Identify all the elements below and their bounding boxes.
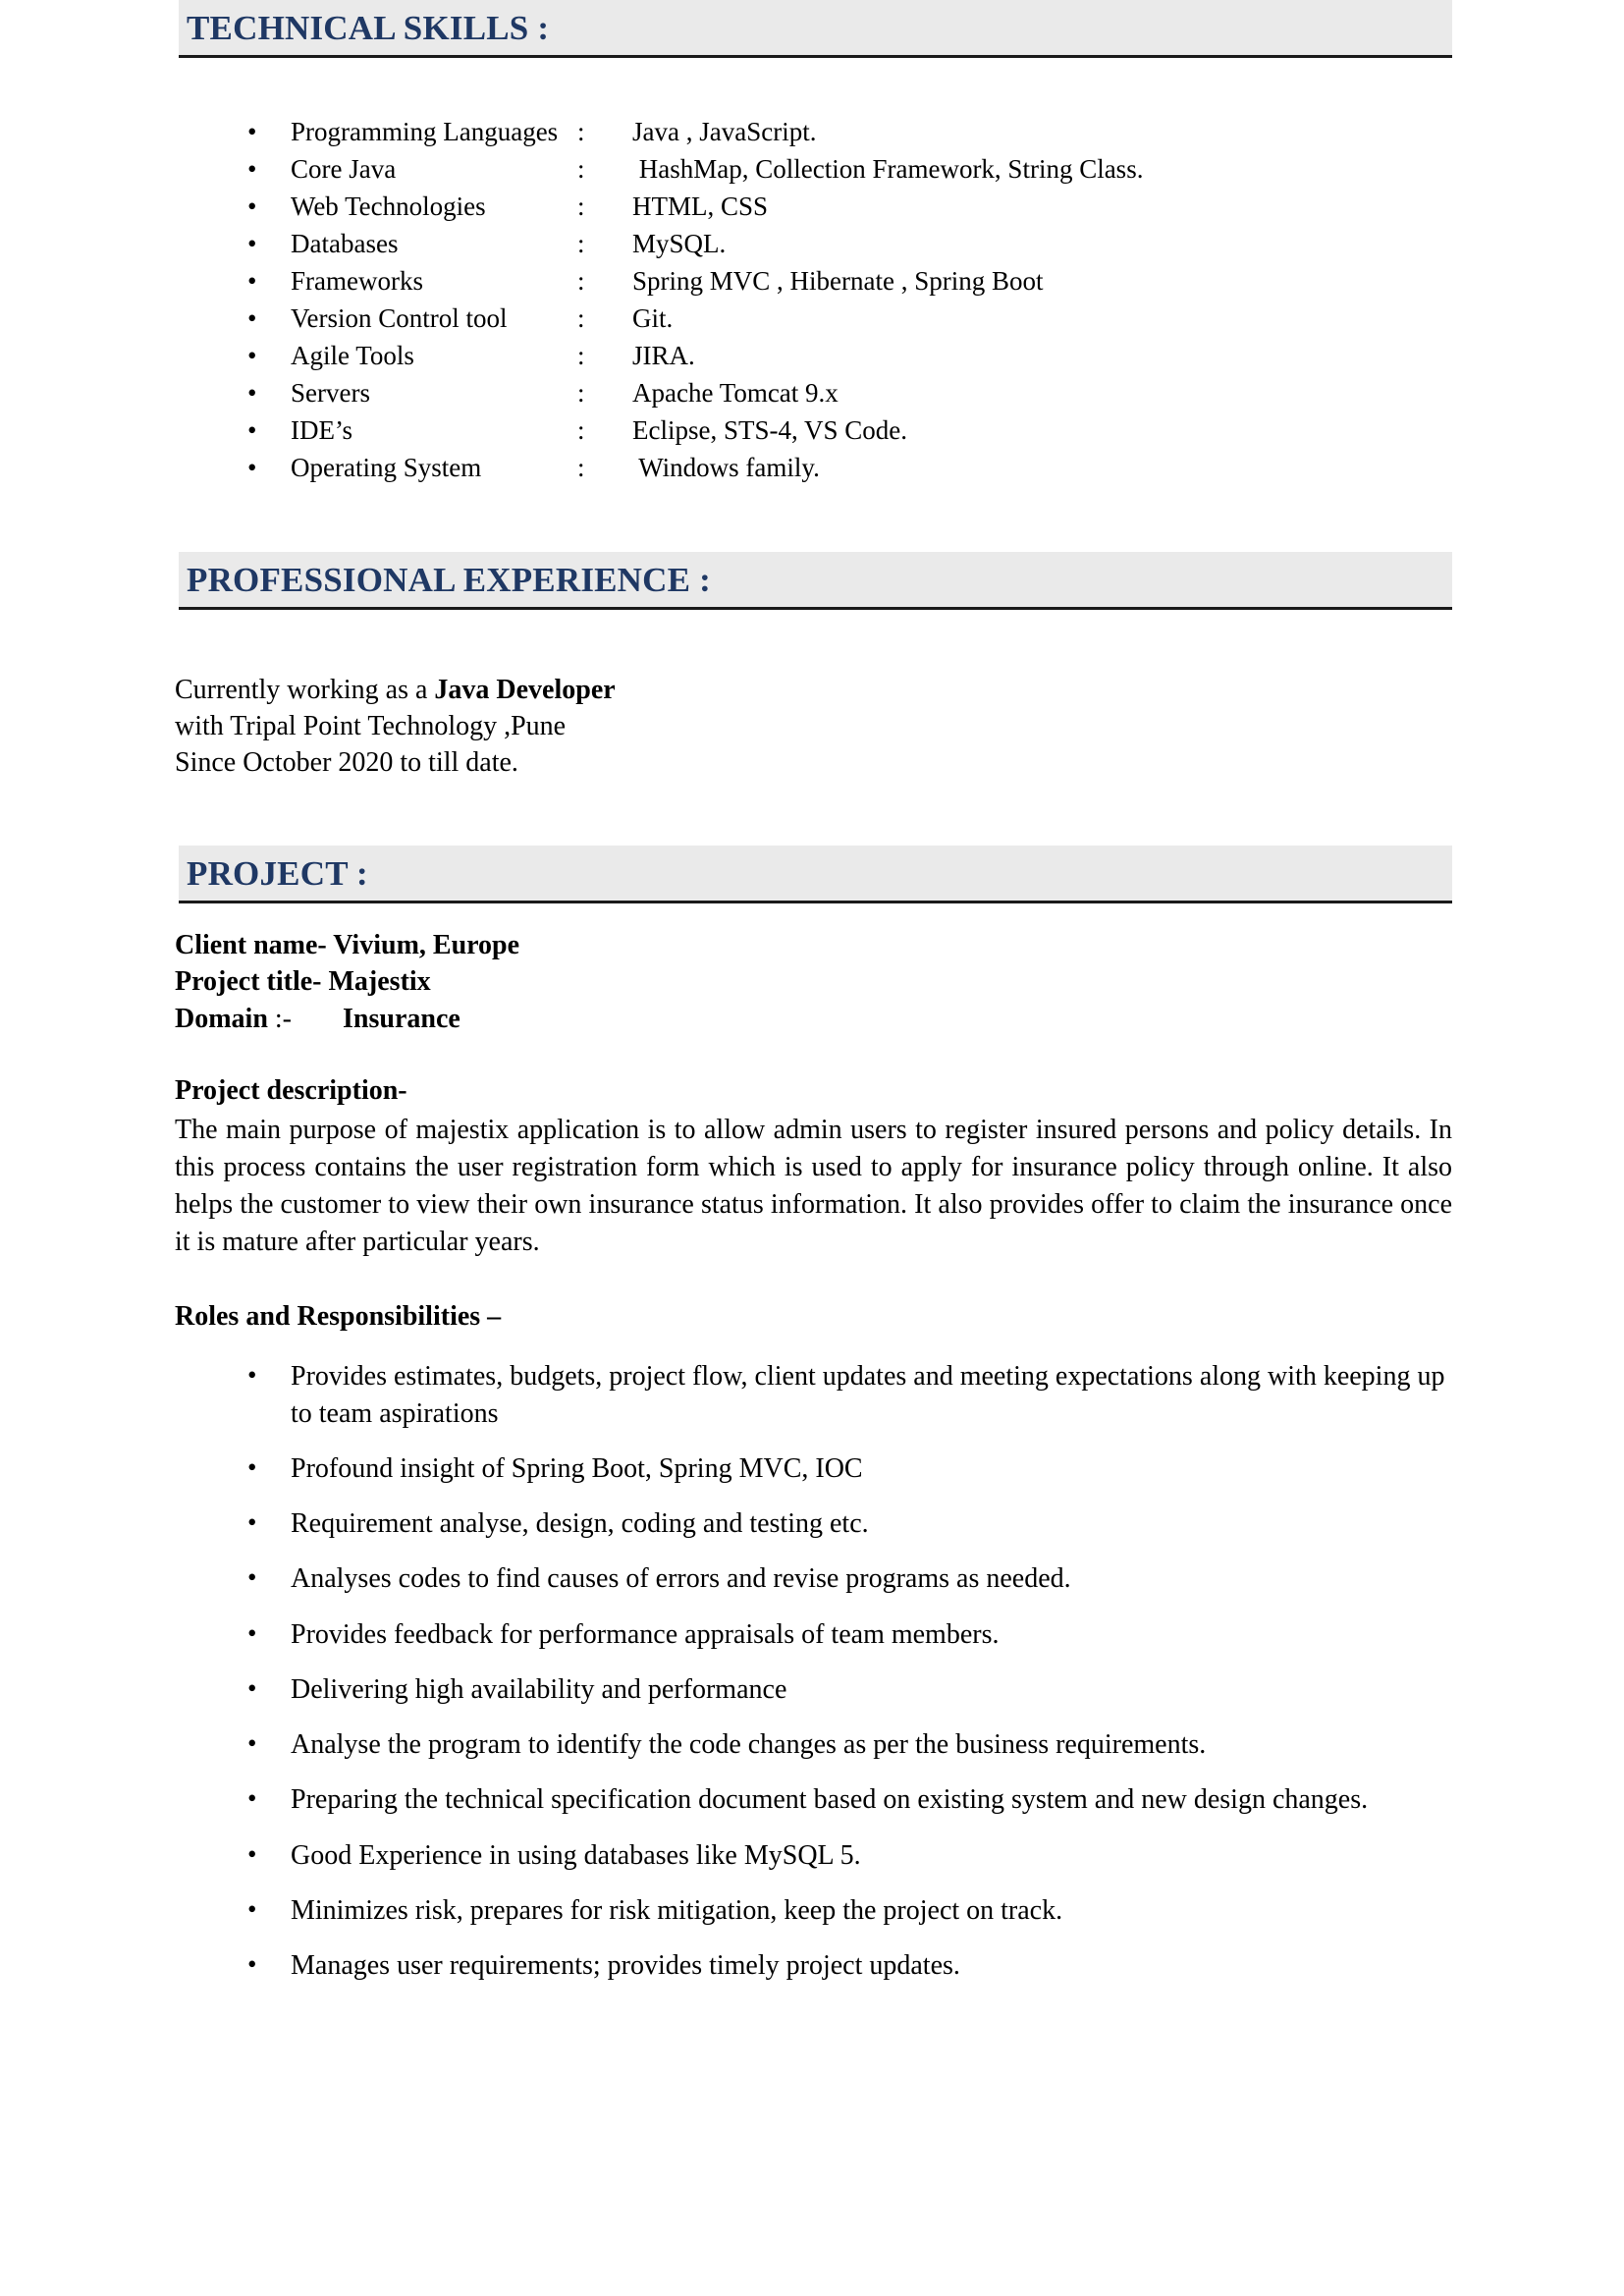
skill-label: Web Technologies bbox=[291, 191, 486, 221]
project-description-heading: Project description- bbox=[175, 1074, 407, 1106]
project-meta bbox=[175, 927, 1452, 1037]
skill-label: Servers bbox=[291, 377, 370, 408]
list-item bbox=[234, 1781, 1452, 1818]
bullet-icon: • bbox=[247, 1672, 257, 1703]
bullet-icon: • bbox=[247, 116, 257, 146]
skill-colon: : bbox=[577, 414, 585, 445]
skill-label: Programming Languages bbox=[291, 116, 559, 146]
list-item bbox=[234, 1726, 1452, 1763]
skill-row bbox=[234, 153, 1452, 184]
list-item-text: Requirement analyse, design, coding and testing etc. bbox=[291, 1508, 869, 1540]
bullet-icon: • bbox=[247, 228, 257, 258]
skill-value: Apache Tomcat 9.x bbox=[632, 377, 839, 408]
experience-duration-line: Since October 2020 to till date. bbox=[175, 746, 518, 778]
skill-colon: : bbox=[577, 228, 585, 258]
bullet-icon: • bbox=[247, 1838, 257, 1869]
professional-experience-body bbox=[175, 673, 1452, 782]
skill-row bbox=[234, 116, 1452, 146]
bullet-icon: • bbox=[247, 153, 257, 184]
skill-value: Git. bbox=[632, 302, 674, 333]
skill-value: HashMap, Collection Framework, String Class. bbox=[632, 153, 1144, 184]
project-domain-line bbox=[175, 1001, 1452, 1037]
bullet-icon: • bbox=[247, 1893, 257, 1924]
section-title-project: PROJECT : bbox=[187, 854, 368, 894]
skill-value: Spring MVC , Hibernate , Spring Boot bbox=[632, 265, 1044, 296]
bullet-icon: • bbox=[247, 1617, 257, 1648]
project-domain-separator: :- bbox=[274, 1003, 293, 1034]
list-item-text: Good Experience in using databases like MySQL 5. bbox=[291, 1839, 861, 1871]
list-item-text: Minimizes risk, prepares for risk mitigation, keep the project on track. bbox=[291, 1894, 1063, 1926]
skill-label: Operating System bbox=[291, 452, 482, 482]
list-item bbox=[234, 1616, 1452, 1653]
list-item bbox=[234, 1671, 1452, 1708]
skill-colon: : bbox=[577, 265, 585, 296]
skill-value: JIRA. bbox=[632, 340, 695, 370]
bullet-icon: • bbox=[247, 1949, 257, 1980]
roles-responsibilities-heading: Roles and Responsibilities – bbox=[175, 1300, 502, 1332]
experience-company-line: with Tripal Point Technology ,Pune bbox=[175, 710, 567, 741]
bullet-icon: • bbox=[247, 377, 257, 408]
project-client-value: Vivium, Europe bbox=[333, 930, 520, 961]
skill-label: Frameworks bbox=[291, 265, 423, 296]
skill-value: MySQL. bbox=[632, 228, 727, 258]
list-item-text: Analyse the program to identify the code changes as per the business requirements. bbox=[291, 1729, 1207, 1761]
experience-role-line bbox=[175, 673, 1452, 709]
skill-row bbox=[234, 340, 1452, 370]
bullet-icon: • bbox=[247, 302, 257, 333]
skill-label: Databases bbox=[291, 228, 399, 258]
bullet-icon: • bbox=[247, 1360, 257, 1391]
project-domain-value: Insurance bbox=[343, 1003, 460, 1034]
skill-colon: : bbox=[577, 116, 585, 146]
bullet-icon: • bbox=[247, 1783, 257, 1814]
list-item-text: Manages user requirements; provides timely project updates. bbox=[291, 1950, 960, 1982]
skill-value: Windows family. bbox=[632, 452, 820, 482]
skill-row bbox=[234, 228, 1452, 258]
project-title-value: Majestix bbox=[328, 966, 431, 998]
bullet-icon: • bbox=[247, 1507, 257, 1538]
section-header-technical-skills bbox=[179, 0, 1452, 58]
bullet-icon: • bbox=[247, 452, 257, 482]
skill-colon: : bbox=[577, 452, 585, 482]
skill-row bbox=[234, 414, 1452, 445]
bullet-icon: • bbox=[247, 1562, 257, 1593]
list-item bbox=[234, 1358, 1452, 1431]
skill-label: IDE’s bbox=[291, 414, 352, 445]
skill-row bbox=[234, 452, 1452, 482]
list-item-text: Delivering high availability and performance bbox=[291, 1673, 787, 1705]
list-item bbox=[234, 1837, 1452, 1874]
skill-value: Java , JavaScript. bbox=[632, 116, 817, 146]
list-item bbox=[234, 1892, 1452, 1929]
list-item bbox=[234, 1560, 1452, 1597]
list-item-text: Profound insight of Spring Boot, Spring MVC, IOC bbox=[291, 1452, 863, 1484]
list-item-text: Provides estimates, budgets, project flow, client updates and meeting expectations along with keeping up to team aspirations bbox=[291, 1361, 1445, 1429]
skill-row bbox=[234, 193, 1452, 220]
bullet-icon: • bbox=[247, 265, 257, 296]
skill-value: Eclipse, STS-4, VS Code. bbox=[632, 414, 908, 445]
skill-colon: : bbox=[577, 377, 585, 408]
skill-label: Core Java bbox=[291, 153, 397, 184]
bullet-icon: • bbox=[247, 340, 257, 370]
skill-value: HTML, CSS bbox=[632, 191, 769, 221]
section-header-project bbox=[179, 846, 1452, 903]
project-title-label: Project title- bbox=[175, 966, 329, 998]
section-header-professional-experience bbox=[179, 552, 1452, 610]
skill-colon: : bbox=[577, 191, 585, 221]
experience-role-prefix: Currently working as a bbox=[175, 674, 435, 705]
list-item-text: Analyses codes to find causes of errors and revise programs as needed. bbox=[291, 1563, 1071, 1595]
list-item bbox=[234, 1947, 1452, 1984]
skill-label: Version Control tool bbox=[291, 302, 508, 333]
project-title-line bbox=[175, 963, 1452, 1000]
skill-label: Agile Tools bbox=[291, 340, 414, 370]
skill-row bbox=[234, 265, 1452, 296]
list-item-text: Provides feedback for performance appraisals of team members. bbox=[291, 1618, 1000, 1650]
bullet-icon: • bbox=[247, 414, 257, 445]
roles-responsibilities-list bbox=[234, 1358, 1452, 1984]
project-domain-label: Domain bbox=[175, 1003, 275, 1034]
skill-row bbox=[234, 302, 1452, 333]
project-client-label: Client name- bbox=[175, 930, 334, 961]
section-title-technical-skills: TECHNICAL SKILLS : bbox=[187, 9, 550, 47]
list-item-text: Preparing the technical specification document based on existing system and new design changes. bbox=[291, 1784, 1369, 1816]
skill-row bbox=[234, 377, 1452, 408]
bullet-icon: • bbox=[247, 1451, 257, 1482]
experience-role-title: Java Developer bbox=[434, 674, 616, 705]
skill-colon: : bbox=[577, 340, 585, 370]
bullet-icon: • bbox=[247, 191, 257, 221]
skill-colon: : bbox=[577, 153, 585, 184]
skill-colon: : bbox=[577, 302, 585, 333]
list-item bbox=[234, 1505, 1452, 1542]
bullet-icon: • bbox=[247, 1728, 257, 1759]
technical-skills-list bbox=[234, 116, 1452, 482]
project-client-line bbox=[175, 927, 1452, 963]
project-description-body: The main purpose of majestix application is to allow admin users to register insured persons and policy details. In this process contains the user registration form which is used to apply for insurance policy through online. It also helps the customer to view their own insurance status information. It also provides offer to claim the insurance once it is mature after particular years. bbox=[175, 1114, 1452, 1257]
list-item bbox=[234, 1450, 1452, 1487]
section-title-professional-experience: PROFESSIONAL EXPERIENCE : bbox=[187, 560, 711, 599]
